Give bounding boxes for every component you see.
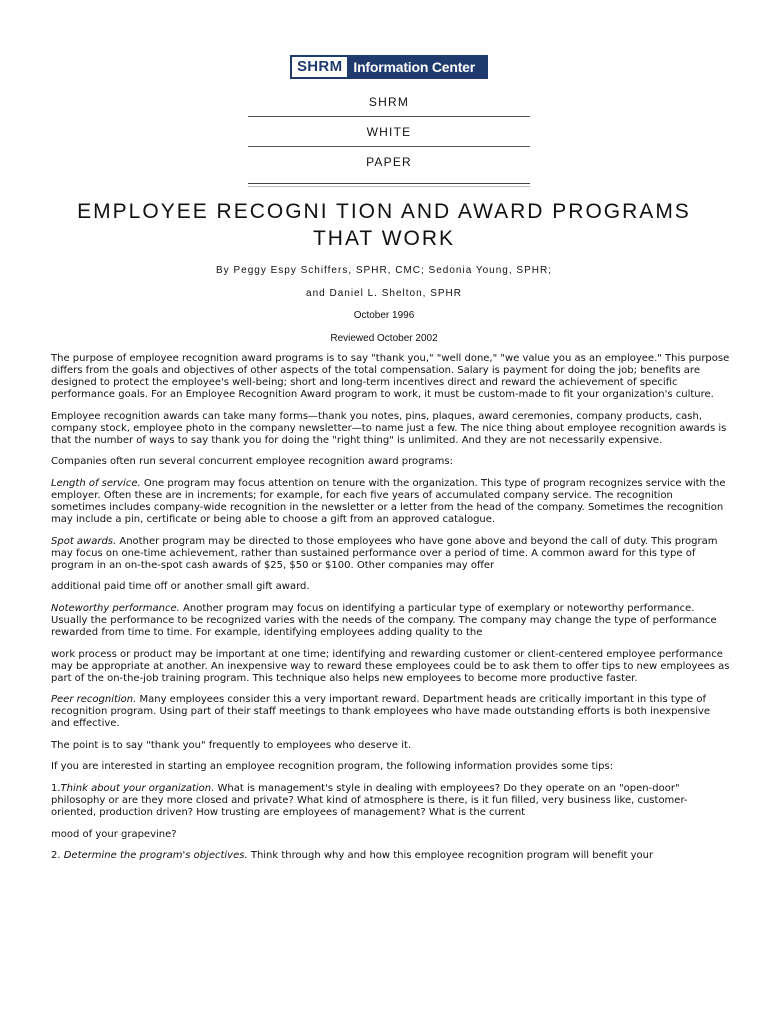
header-rule-2 bbox=[248, 146, 530, 147]
text-peer-recognition: Many employees consider this a very important reward. Department heads are critically important in this type of recognition program. Using part of their staff meetings to thank employees who have made outstanding efforts is both inexpensive and effective. bbox=[51, 694, 711, 730]
paragraph-length-of-service bbox=[51, 478, 731, 526]
tip-1-number: 1. bbox=[51, 782, 61, 794]
logo-info-center-text: Information Center bbox=[353, 59, 476, 75]
tip-2-number: 2. bbox=[51, 849, 64, 861]
logo-shrm-text: SHRM bbox=[292, 57, 347, 77]
paragraph-tip-1 bbox=[51, 783, 731, 819]
header-rule-3 bbox=[248, 183, 530, 187]
header-rule-1 bbox=[248, 116, 530, 117]
byline-authors-1: By Peggy Espy Schiffers, SPHR, CMC; Sedonia Young, SPHR; bbox=[216, 265, 552, 276]
paragraph-concurrent: Companies often run several concurrent employee recognition award programs: bbox=[51, 456, 453, 468]
label-tip-1: Think about your organization. bbox=[60, 782, 215, 794]
text-tip-1: What is management's style in dealing with employees? Do they operate on an "open-door" philosophy or are they more closed and private? What kind of atmosphere is there, is it fun filled, very business like, customer-oriented, production driven? How trusting are employees of management? What is the current bbox=[51, 782, 688, 819]
document-body bbox=[51, 353, 731, 871]
title-line-1: EMPLOYEE RECOGNI TION AND AWARD PROGRAMS bbox=[77, 200, 691, 223]
header-paper: PAPER bbox=[366, 155, 412, 169]
paragraph-purpose: The purpose of employee recognition award programs is to say "thank you," "well done," "we value you as an employee." This purpose differs from the goals and objectives of other aspects of the total compensation. Salary is payment for doing the job; benefits are designed to protect the employee's well-being; short and long-term incentives direct and reward the achievement of specific performance goals. For an Employee Recognition Award program to work, it must be custom-made to fit your organization's culture. bbox=[51, 353, 730, 401]
paragraph-noteworthy bbox=[51, 603, 731, 639]
label-spot-awards: Spot awards. bbox=[51, 535, 117, 547]
shrm-logo bbox=[290, 55, 488, 79]
paragraph-forms: Employee recognition awards can take many forms—thank you notes, pins, plaques, award ceremonies, company products, cash, company stock, employee photo in the company newsletter—to name just a few. The nice thing about employee recognition awards is that the number of ways to say thank you for doing the "right thing" is unlimited. And they are not necessarily expensive. bbox=[51, 410, 727, 446]
paragraph-paid-time-off: additional paid time off or another small gift award. bbox=[51, 581, 310, 593]
text-noteworthy: Another program may focus on identifying a particular type of exemplary or noteworthy performance. Usually the performance to be recognized varies with the needs of the company. The company may change the type of performance rewarded from time to time. For example, identifying employees adding quality to the bbox=[51, 602, 717, 639]
text-tip-2: Think through why and how this employee recognition program will benefit your bbox=[247, 849, 654, 861]
text-length-of-service: One program may focus attention on tenure with the organization. This type of program recognizes service with the employer. Often these are in increments; for example, for each five years of accumulated company service. The recognition sometimes includes company-wide recognition in the newsletter or a letter from the head of the company. Sometimes the recognition may include a pin, certificate or being able to choose a gift from an approved catalogue. bbox=[51, 477, 726, 526]
header-white: WHITE bbox=[366, 125, 412, 139]
label-peer-recognition: Peer recognition. bbox=[51, 694, 137, 706]
paragraph-spot-awards bbox=[51, 536, 731, 572]
header-shrm: SHRM bbox=[368, 95, 410, 109]
paragraph-work-process: work process or product may be important at one time; identifying and rewarding customer or client-centered employee performance may be appropriate at another. An inexpensive way to reward these employees could be to ask them to offer tips to new employees as part of the on-the-job training program. This technique also helps new employees to become more productive faster. bbox=[51, 648, 730, 684]
text-spot-awards: Another program may be directed to those employees who have gone above and beyond the call of duty. This program may focus on one-time achievement, rather than sustained performance over a period of time. A common award for this type of program in an on-the-spot cash awards of $25, $50 or $100. Other companies may offer bbox=[51, 535, 718, 571]
label-length-of-service: Length of service. bbox=[51, 477, 141, 489]
label-noteworthy: Noteworthy performance. bbox=[51, 602, 180, 614]
paragraph-peer-recognition bbox=[51, 694, 731, 730]
paragraph-grapevine: mood of your grapevine? bbox=[51, 828, 177, 840]
title-line-2: THAT WORK bbox=[312, 227, 456, 250]
byline-date: October 1996 bbox=[353, 310, 415, 321]
paragraph-tip-2 bbox=[51, 850, 731, 862]
paragraph-tips-intro: If you are interested in starting an employee recognition program, the following information provides some tips: bbox=[51, 761, 614, 773]
byline-authors-2: and Daniel L. Shelton, SPHR bbox=[306, 288, 462, 299]
paragraph-point: The point is to say "thank you" frequently to employees who deserve it. bbox=[51, 739, 412, 751]
label-tip-2: Determine the program's objectives. bbox=[63, 849, 248, 861]
byline-reviewed: Reviewed October 2002 bbox=[330, 333, 438, 344]
document-title bbox=[40, 198, 728, 252]
